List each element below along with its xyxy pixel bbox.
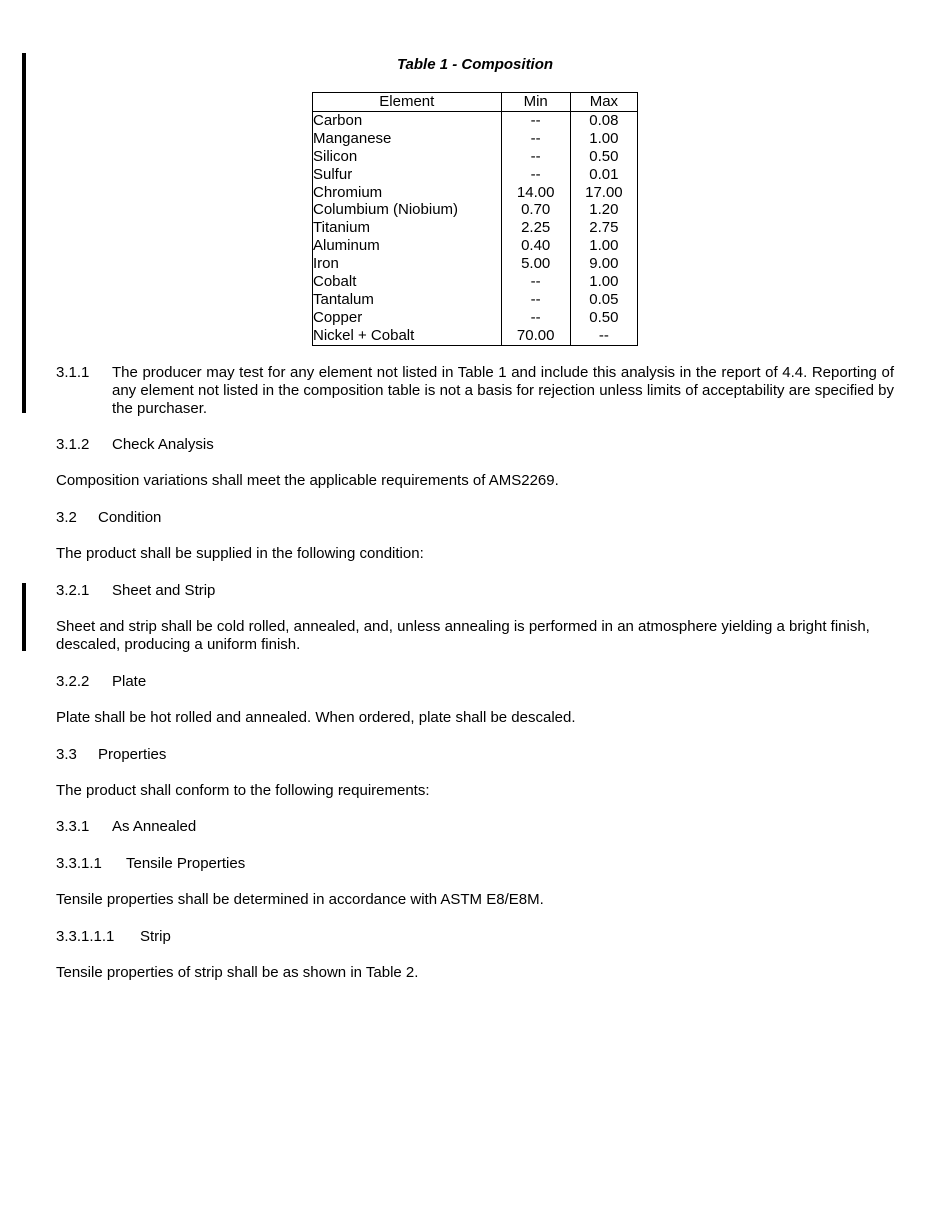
composition-table (312, 92, 638, 346)
cell-min: 70.00 (501, 327, 570, 345)
section-title: Plate (112, 673, 147, 690)
section-title: Check Analysis (112, 436, 214, 453)
table-row (313, 201, 638, 219)
section-number: 3.3.1.1.1 (56, 928, 115, 945)
cell-min: -- (501, 148, 570, 166)
section-heading-3-1-2 (56, 436, 214, 454)
section-title: Condition (98, 509, 162, 526)
cell-max: 1.00 (570, 130, 637, 148)
cell-element: Nickel + Cobalt (313, 327, 502, 345)
paragraph-text: Sheet and strip shall be cold rolled, annealed, and, unless annealing is performed in an atmosphere yielding a bright finish, descaled, producing a uniform finish. (56, 618, 870, 653)
section-heading-3-3-1 (56, 818, 196, 836)
cell-max: 1.00 (570, 237, 637, 255)
section-heading-3-3 (56, 746, 166, 764)
revision-change-bar (22, 583, 26, 651)
cell-max: 0.50 (570, 309, 637, 327)
table-row (313, 166, 638, 184)
cell-element: Chromium (313, 184, 502, 202)
cell-max: 0.01 (570, 166, 637, 184)
cell-element: Manganese (313, 130, 502, 148)
cell-min: -- (501, 111, 570, 129)
section-heading-3-2 (56, 509, 161, 527)
cell-min: -- (501, 291, 570, 309)
table-row (313, 273, 638, 291)
section-number: 3.2 (56, 509, 77, 526)
cell-min: -- (501, 309, 570, 327)
cell-element: Aluminum (313, 237, 502, 255)
column-header-max: Max (570, 93, 637, 112)
table-row (313, 237, 638, 255)
table-row (313, 327, 638, 345)
section-number: 3.1.2 (56, 436, 90, 453)
table-row (313, 130, 638, 148)
section-title: Properties (98, 746, 167, 763)
paragraph-text: Plate shall be hot rolled and annealed. When ordered, plate shall be descaled. (56, 709, 576, 726)
table-row (313, 148, 638, 166)
cell-max: 1.00 (570, 273, 637, 291)
revision-change-bar (22, 53, 26, 413)
table-row (313, 111, 638, 129)
cell-element: Iron (313, 255, 502, 273)
cell-max: 17.00 (570, 184, 637, 202)
paragraph-text: Composition variations shall meet the applicable requirements of AMS2269. (56, 472, 559, 489)
section-number: 3.3.1 (56, 818, 90, 835)
column-header-min: Min (501, 93, 570, 112)
paragraph-text: The product shall conform to the following requirements: (56, 782, 430, 799)
cell-min: 0.70 (501, 201, 570, 219)
paragraph-3-1-1 (56, 364, 894, 418)
cell-max: 9.00 (570, 255, 637, 273)
table-row (313, 184, 638, 202)
cell-max: 0.05 (570, 291, 637, 309)
paragraph-text: Tensile properties shall be determined in accordance with ASTM E8/E8M. (56, 891, 544, 908)
cell-min: 2.25 (501, 219, 570, 237)
cell-max: 2.75 (570, 219, 637, 237)
section-heading-3-2-1 (56, 582, 215, 600)
section-title: Tensile Properties (126, 855, 246, 872)
cell-max: 1.20 (570, 201, 637, 219)
section-title: As Annealed (112, 818, 197, 835)
section-heading-3-2-2 (56, 673, 146, 691)
section-heading-3-3-1-1-1 (56, 928, 171, 946)
paragraph-text: Tensile properties of strip shall be as shown in Table 2. (56, 964, 419, 981)
cell-element: Silicon (313, 148, 502, 166)
cell-min: -- (501, 130, 570, 148)
cell-element: Sulfur (313, 166, 502, 184)
cell-max: 0.08 (570, 111, 637, 129)
section-number: 3.3 (56, 746, 77, 763)
cell-element: Carbon (313, 111, 502, 129)
table-row (313, 291, 638, 309)
paragraph-text: The product shall be supplied in the following condition: (56, 545, 424, 562)
section-number: 3.3.1.1 (56, 855, 102, 872)
cell-element: Titanium (313, 219, 502, 237)
cell-element: Copper (313, 309, 502, 327)
cell-min: 0.40 (501, 237, 570, 255)
table-row (313, 255, 638, 273)
cell-max: -- (570, 327, 637, 345)
cell-min: -- (501, 273, 570, 291)
cell-min: 5.00 (501, 255, 570, 273)
section-title: Strip (140, 928, 171, 945)
column-header-element: Element (313, 93, 502, 112)
section-title: Sheet and Strip (112, 582, 216, 599)
cell-element: Tantalum (313, 291, 502, 309)
cell-min: 14.00 (501, 184, 570, 202)
table-row (313, 219, 638, 237)
paragraph-text: The producer may test for any element not listed in Table 1 and include this analysis in the report of 4.4. Reporting of any element not listed in the composition table is not a basis for rejection unless limits of acceptability are specified by the purchaser. (112, 364, 894, 417)
cell-element: Cobalt (313, 273, 502, 291)
section-heading-3-3-1-1 (56, 855, 245, 873)
table-row (313, 309, 638, 327)
cell-min: -- (501, 166, 570, 184)
section-number: 3.2.1 (56, 582, 90, 599)
section-number: 3.1.1 (56, 364, 90, 381)
table-header-row (313, 93, 638, 112)
cell-element: Columbium (Niobium) (313, 201, 502, 219)
section-number: 3.2.2 (56, 673, 90, 690)
cell-max: 0.50 (570, 148, 637, 166)
table-caption: Table 1 - Composition (396, 56, 554, 73)
